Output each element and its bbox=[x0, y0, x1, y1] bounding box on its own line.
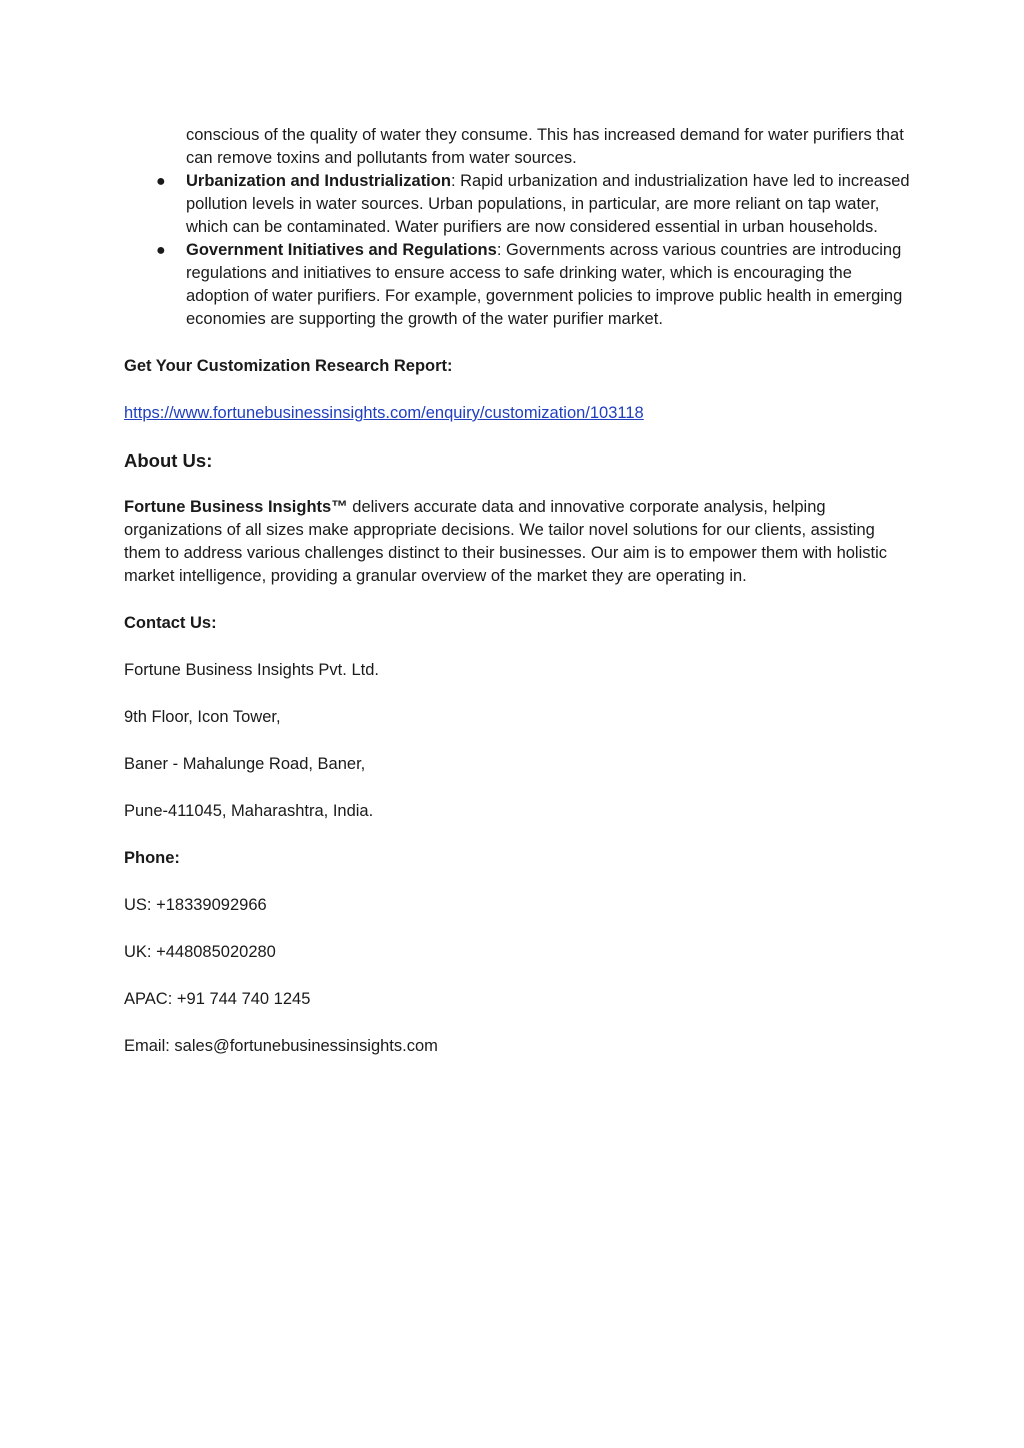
list-item bbox=[124, 239, 914, 331]
customization-link[interactable]: https://www.fortunebusinessinsights.com/enquiry/customization/103118 bbox=[124, 404, 644, 422]
customization-label: Get Your Customization Research Report: bbox=[124, 357, 453, 375]
email: Email: sales@fortunebusinessinsights.com bbox=[124, 1037, 438, 1055]
address-line-2: Baner - Mahalunge Road, Baner, bbox=[124, 755, 366, 773]
company-name: Fortune Business Insights™ bbox=[124, 498, 348, 516]
contact-company: Fortune Business Insights Pvt. Ltd. bbox=[124, 661, 379, 679]
about-paragraph bbox=[124, 496, 914, 588]
list-item bbox=[124, 124, 914, 170]
phone-uk: UK: +448085020280 bbox=[124, 943, 276, 961]
list-item-text: conscious of the quality of water they consume. This has increased demand for water purifiers that can remove toxins and pollutants from water sources. bbox=[186, 126, 904, 167]
bullet-icon: ● bbox=[156, 173, 166, 190]
address-line-3: Pune-411045, Maharashtra, India. bbox=[124, 802, 374, 820]
list-item bbox=[124, 170, 914, 239]
about-text: delivers accurate data and innovative corporate analysis, helping organizations of all sizes make appropriate decisions. We tailor novel solutions for our clients, assisting them to address various challenges distinct to their businesses. Our aim is to empower them with holistic market intelligence, providing a granular overview of the market they are operating in. bbox=[124, 498, 888, 585]
list-item-title: Government Initiatives and Regulations bbox=[186, 241, 497, 259]
list-item-title: Urbanization and Industrialization bbox=[186, 172, 451, 190]
list-item-text: : Rapid urbanization and industrialization have led to increased pollution levels in water sources. Urban populations, in particular, are more reliant on tap water, which can be contaminated. Water purifiers are now considered essential in urban households. bbox=[186, 172, 910, 236]
list-item-text: : Governments across various countries are introducing regulations and initiatives to ensure access to safe drinking water, which is encouraging the adoption of water purifiers. For example, government policies to improve public health in emerging economies are supporting the growth of the water purifier market. bbox=[186, 241, 903, 328]
phone-us: US: +18339092966 bbox=[124, 896, 267, 914]
phone-apac: APAC: +91 744 740 1245 bbox=[124, 990, 311, 1008]
document-page bbox=[124, 124, 914, 1058]
bullet-icon: ● bbox=[156, 242, 166, 259]
phone-heading: Phone: bbox=[124, 849, 180, 867]
drivers-list bbox=[124, 124, 914, 331]
address-line-1: 9th Floor, Icon Tower, bbox=[124, 708, 281, 726]
about-heading: About Us: bbox=[124, 450, 213, 471]
contact-heading: Contact Us: bbox=[124, 614, 217, 632]
